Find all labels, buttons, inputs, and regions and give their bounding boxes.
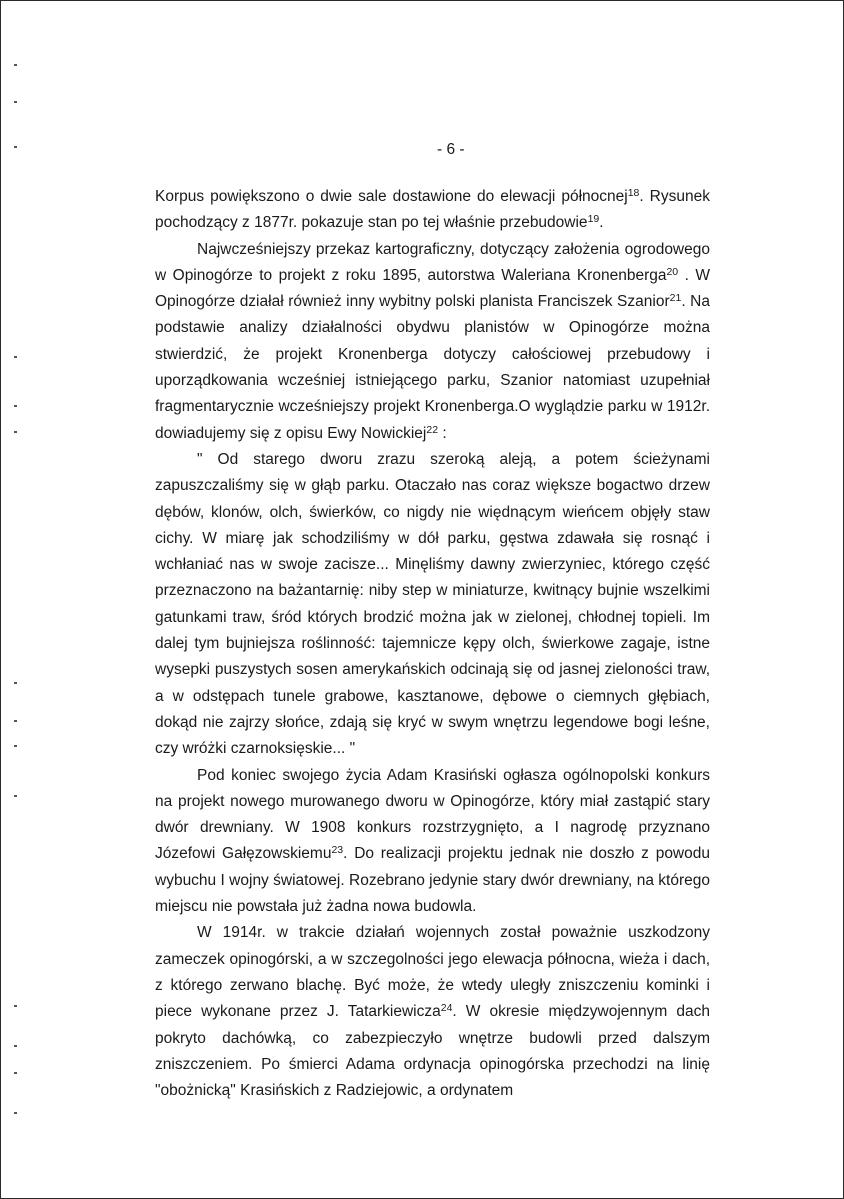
margin-mark — [14, 1112, 17, 1114]
text-segment: " Od starego dworu zrazu szeroką aleją, a potem ścieżynami zapuszczaliśmy się w głąb parku. Otaczało nas coraz większe bogactwo drzew dębów, klonów, olch, świerków, co nigdy nie więdnącym wieńcem objęły staw cichy. W miarę jak schodziliśmy w dół parku, gęstwa zdawała się rosnąć i wchłaniać nas w swoje zacisze... Minęliśmy dawny zwierzyniec, którego część przeznaczono na bażantarnię: niby step w miniaturze, kwitnący bujnie wszelkimi gatunkami traw, śród których brodzić można jak w zielonej, chłodnej topieli. Im dalej tym bujniejsza roślinność: tajemnicze kępy olch, świerkowe zagaje, istne wysepki puszystych sosen amerykańskich odcinają się od jasnej zieloności traw, a w odstępach tunele grabowe, kasztanowe, dębowe o ciemnych głębiach, dokąd nie zajrzy słońce, zdają się kryć w swym wnętrzu legendowe bogi leśne, czy wróżki czarnoksięskie... " — [155, 450, 710, 758]
text-segment: . W okresie międzywojennym dach pokryto dachówką, co zabezpieczyło wnętrze budowli przed dalszym zniszczeniem. Po śmierci Adama ordynacja opinogórska przechodzi na linię "obożnicką" Krasińskich z Radziejowic, a ordynatem — [155, 1003, 710, 1100]
text-segment: . Do realizacji projektu jednak nie doszło z powodu wybuchu I wojny światowej. Rozebrano jedynie stary dwór drewniany, na którego miejscu nie powstała już żadna nowa budowla. — [155, 845, 710, 916]
margin-mark — [14, 1045, 17, 1047]
page-number: - 6 - — [437, 141, 465, 158]
margin-mark — [14, 101, 17, 103]
margin-mark — [14, 64, 17, 66]
text-segment: . Na podstawie analizy działalności obydwu planistów w Opinogórze można stwierdzić, że projekt Kronenberga dotyczy całościowej przebudowy i uporządkowania wcześniej istniejącego parku, Szanior natomiast uzupełniał fragmentarycznie wcześniejszy projekt Kronenberga.O wyglądzie parku w 1912r. dowiadujemy się z opisu Ewy Nowickiej — [155, 293, 710, 442]
document-body — [155, 184, 710, 1104]
text-segment: : — [438, 424, 447, 442]
paragraph — [155, 184, 710, 237]
footnote-reference: 20 — [666, 265, 679, 278]
margin-mark — [14, 356, 17, 358]
paragraph — [155, 237, 710, 447]
margin-mark — [14, 146, 17, 148]
margin-mark — [14, 431, 17, 433]
text-segment: . W Opinogórze działał również inny wybitny polski planista Franciszek Szanior — [155, 266, 710, 311]
paragraph — [155, 763, 710, 921]
text-segment: . — [599, 214, 604, 232]
footnote-reference: 24 — [440, 1002, 453, 1015]
paragraph — [155, 920, 710, 1104]
footnote-reference: 18 — [627, 187, 640, 199]
margin-mark — [14, 682, 17, 684]
margin-mark — [14, 405, 17, 407]
margin-mark — [14, 1005, 17, 1007]
text-segment: Najwcześniejszy przekaz kartograficzny, dotyczący założenia ogrodowego w Opinogórze to projekt z roku 1895, autorstwa Waleriana Kronenberga — [155, 240, 710, 284]
text-segment: Pod koniec swojego życia Adam Krasiński ogłasza ogólnopolski konkurs na projekt nowego murowanego dworu w Opinogórze, który miał zastąpić stary dwór drewniany. W 1908 konkurs rozstrzygnięto, a I nagrodę przyznano Józefowi Gałęzowskiemu — [155, 766, 710, 863]
margin-mark — [14, 745, 17, 747]
paragraph — [155, 447, 710, 763]
text-segment: W 1914r. w trakcie działań wojennych został poważnie uszkodzony zameczek opinogórski, a w szczegolności jego elewacja północna, wieża i dach, z którego zerwano blachę. Być może, że wtedy uległy zniszczeniu kominki i piece wykonane przez J. Tatarkiewicza — [155, 924, 710, 1021]
margin-mark — [14, 795, 17, 797]
footnote-reference: 19 — [587, 213, 600, 226]
margin-mark — [14, 1072, 17, 1074]
text-segment: Korpus powiększono o dwie sale dostawione do elewacji północnej — [155, 188, 628, 205]
margin-mark — [14, 720, 17, 722]
footnote-reference: 23 — [331, 844, 344, 857]
footnote-reference: 22 — [426, 423, 439, 436]
footnote-reference: 21 — [669, 292, 682, 305]
text-segment: . Rysunek pochodzący z 1877r. pokazuje stan po tej właśnie przebudowie — [155, 188, 710, 232]
